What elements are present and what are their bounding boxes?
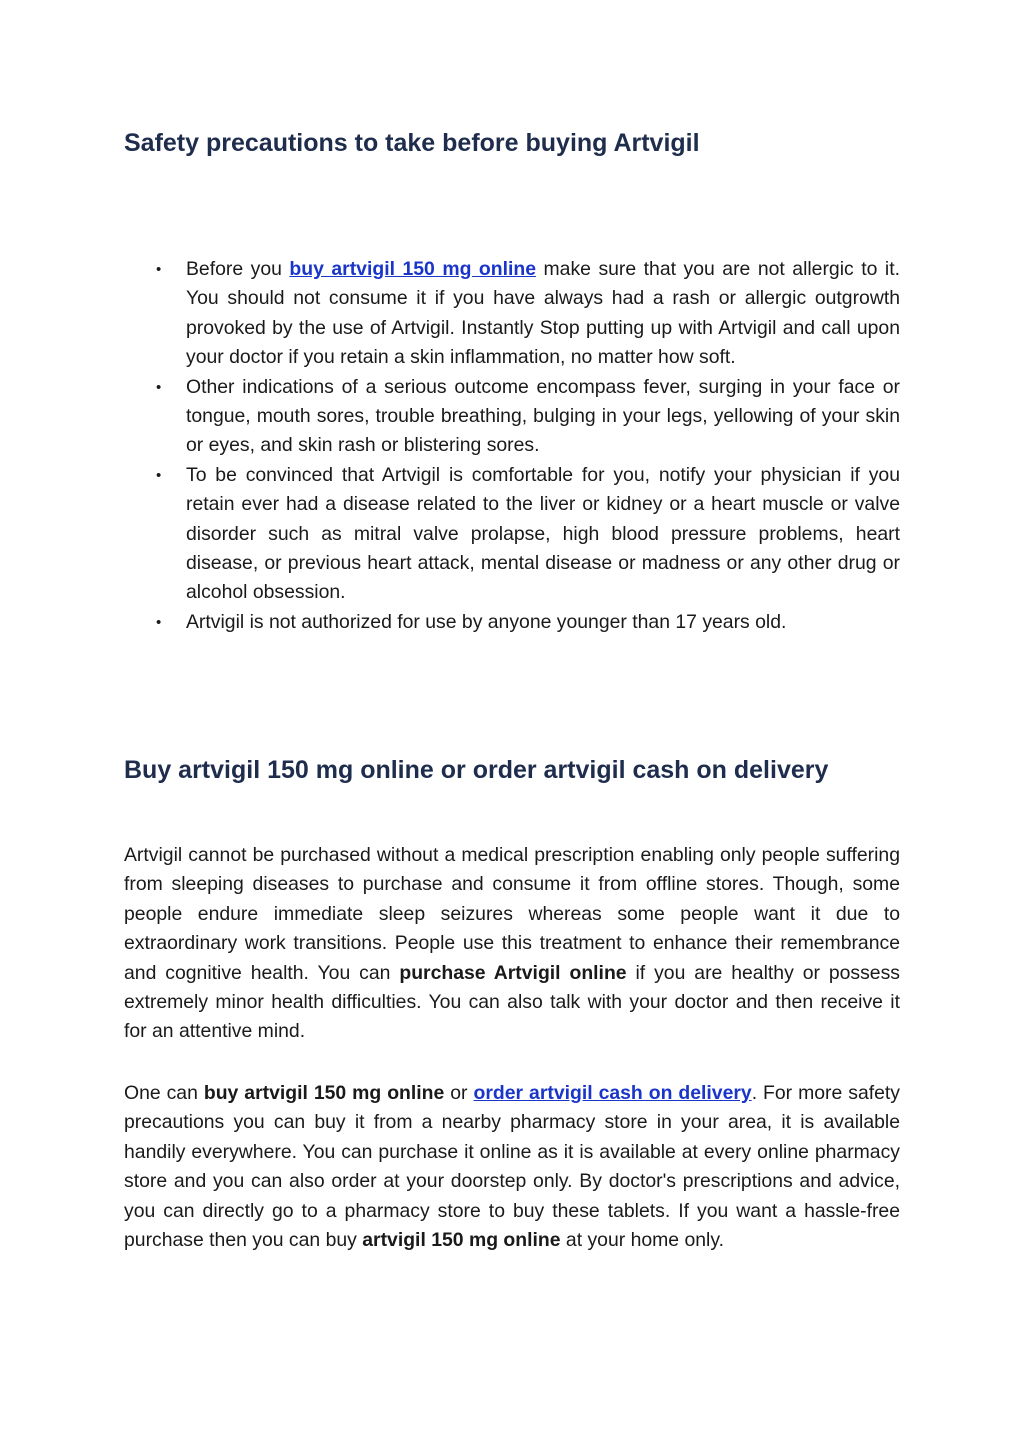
bullet-icon: • <box>156 466 162 484</box>
bold-phrase: buy artvigil 150 mg online <box>203 1082 445 1104</box>
bold-phrase: purchase Artvigil online <box>399 961 627 984</box>
paragraph-text: Artvigil cannot be purchased without a medical prescription enabling only people suffering from sleeping diseases to purchase and consume it from offline stores. Though, some people endure immediate sleep seizures whereas some people want it due to extraordinary work transitions. People use this treatment to enhance their remembrance and cognitive health. You can <box>124 844 900 984</box>
bold-phrase: artvigil 150 mg online <box>362 1229 561 1252</box>
list-item-text-suffix: make sure that you are not allergic to it. You should not consume it if you have always had a rash or allergic outgrowth provoked by the use of Artvigil. Instantly Stop putting up with Artvigil and call upon your doctor if you retain a skin inflammation, no matter how soft. <box>186 258 900 369</box>
list-item <box>124 608 900 637</box>
paragraph-text: if you are healthy or possess extremely minor health difficulties. You can also talk with your doctor and then receive it for an attentive mind. <box>124 961 900 1043</box>
list-item-text: Artvigil is not authorized for use by anyone younger than 17 years old. <box>186 610 787 633</box>
section-heading-safety: Safety precautions to take before buying Artvigil <box>124 129 700 157</box>
buy-artvigil-link[interactable]: buy artvigil 150 mg online <box>289 258 537 280</box>
bullet-icon: • <box>156 261 162 278</box>
list-item-text: To be convinced that Artvigil is comfortable for you, notify your physician if you retain ever had a disease related to the liver or kidney or a heart muscle or valve disorder such as mitral valve prolapse, high blood pressure problems, heart disease, or previous heart attack, mental disease or madness or any other drug or alcohol obsession. <box>186 463 900 604</box>
paragraph-text: One can <box>124 1082 204 1104</box>
list-item <box>124 255 900 373</box>
list-item <box>124 461 900 608</box>
order-cash-on-delivery-link[interactable]: order artvigil cash on delivery <box>473 1082 752 1104</box>
paragraph-text: at your home only. <box>560 1229 724 1252</box>
section-heading-buy: Buy artvigil 150 mg online or order artvigil cash on delivery <box>124 756 829 784</box>
bullet-icon: • <box>156 613 162 631</box>
paragraph-text: or <box>444 1082 474 1104</box>
paragraph-purchase <box>124 1079 900 1255</box>
bullet-icon: • <box>156 378 162 396</box>
paragraph-prescription <box>124 841 900 1047</box>
list-item-text-prefix: Before you <box>186 258 290 280</box>
list-item <box>124 373 900 461</box>
paragraph-text: . For more safety precautions you can buy it from a nearby pharmacy store in your area, it is available handily everywhere. You can purchase it online as it is available at every online pharmacy store and you can also order at your doorstep only. By doctor's prescriptions and advice, you can directly go to a pharmacy store to buy these tablets. If you want a hassle-free purchase then you can buy <box>124 1082 900 1252</box>
list-item-text: Other indications of a serious outcome encompass fever, surging in your face or tongue, mouth sores, trouble breathing, bulging in your legs, yellowing of your skin or eyes, and skin rash or blistering sores. <box>186 375 900 457</box>
precautions-list <box>124 255 900 637</box>
